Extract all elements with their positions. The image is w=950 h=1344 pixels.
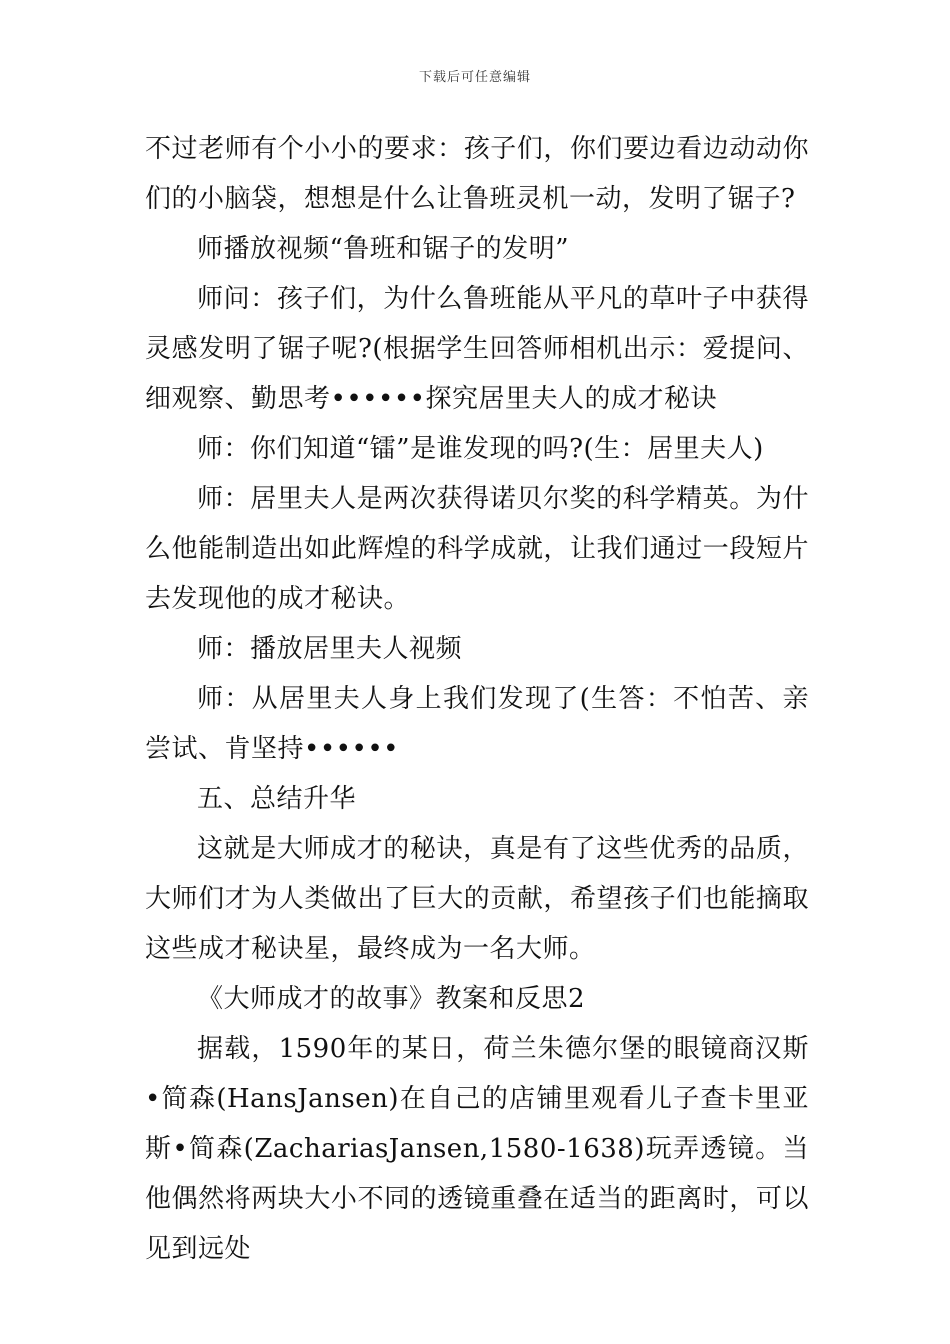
paragraph: 师播放视频“鲁班和锯子的发明” <box>197 234 570 264</box>
paragraph: 这就是大师成才的秘诀，真是有了这些优秀的品质，大师们才为人类做出了巨大的贡献，希望孩子们也能摘取这些成才秘诀星，最终成为一名大师。 <box>145 834 809 964</box>
paragraph: 师：你们知道“镭”是谁发现的吗?(生：居里夫人) <box>197 434 764 464</box>
paragraph: 师：居里夫人是两次获得诺贝尔奖的科学精英。为什么他能制造出如此辉煌的科学成就，让我们通过一段短片去发现他的成才秘诀。 <box>145 484 809 614</box>
paragraph: 师：播放居里夫人视频 <box>197 634 463 664</box>
document-title: 《大师成才的故事》教案和反思2 <box>197 984 586 1014</box>
paragraph: 师问：孩子们，为什么鲁班能从平凡的草叶子中获得灵感发明了锯子呢?(根据学生回答师相机出示：爱提问、细观察、勤思考••••••探究居里夫人的成才秘诀 <box>145 284 809 414</box>
paragraph: 不过老师有个小小的要求：孩子们，你们要边看边动动你们的小脑袋，想想是什么让鲁班灵机一动，发明了锯子? <box>145 134 809 214</box>
paragraph: 师：从居里夫人身上我们发现了(生答：不怕苦、亲尝试、肯坚持•••••• <box>145 684 809 764</box>
paragraph: 据载，1590年的某日，荷兰朱德尔堡的眼镜商汉斯•简森(HansJansen)在自己的店铺里观看儿子查卡里亚斯•简森(ZachariasJansen,1580-1638)玩弄透镜。当他偶然将两块大小不同的透镜重叠在适当的距离时，可以见到远处 <box>145 1034 809 1264</box>
page-header-note: 下载后可任意编辑 <box>418 70 531 85</box>
section-heading: 五、总结升华 <box>197 784 357 814</box>
document-body <box>145 124 809 1274</box>
